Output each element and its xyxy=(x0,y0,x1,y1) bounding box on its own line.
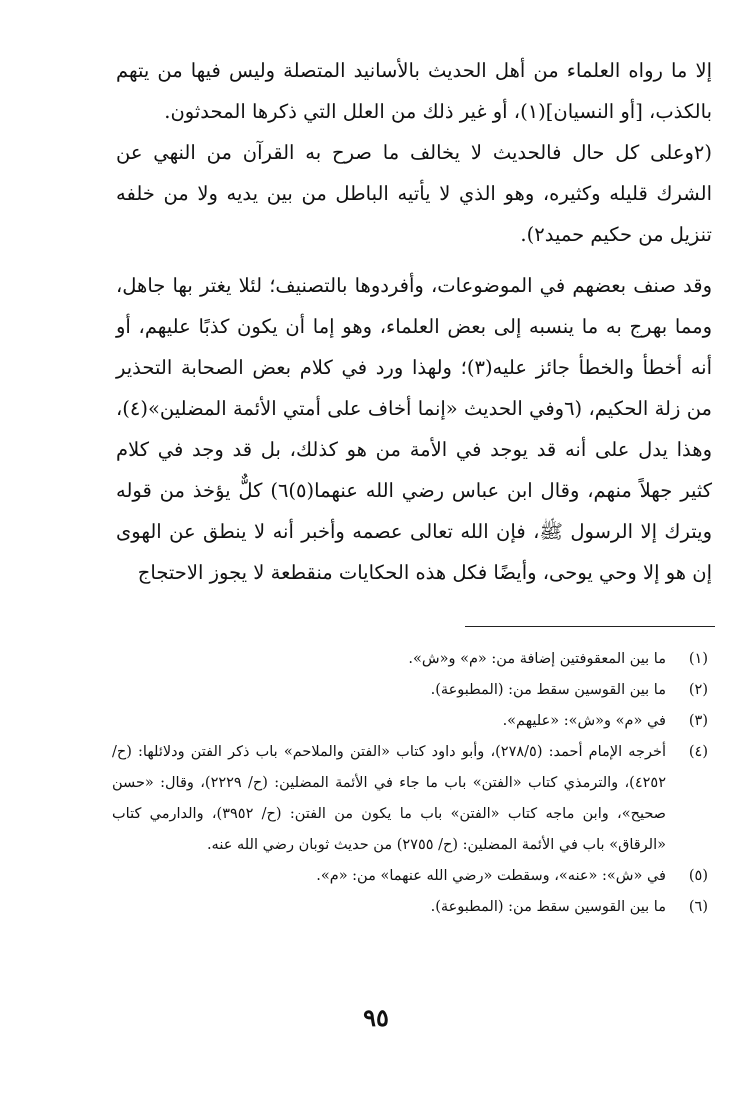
footnote-separator xyxy=(465,626,715,627)
footnote-number: (١) xyxy=(688,651,708,667)
main-text xyxy=(116,50,712,593)
footnote-text: أخرجه الإمام أحمد: (٢٧٨/٥)، وأبو داود كتاب «الفتن والملاحم» باب ذكر الفتن ودلائلها: (ح/ ٤٢٥٢)، والترمذي كتاب «الفتن» باب ما جاء في الأئمة المضلين: (ح/ ٢٢٢٩)، وقال: «حسن صحيح»، وابن ماجه كتاب «الفتن» باب ما يكون من الفتن: (ح/ ٣٩٥٢)، والدارمي كتاب «الرقاق» باب في الأئمة المضلين: (ح/ ٢٧٥٥) من حديث ثوبان رضي الله عنه. xyxy=(112,744,666,853)
footnote-text: في «م» و«ش»: «عليهم». xyxy=(502,713,666,729)
footnote-text: ما بين المعقوفتين إضافة من: «م» و«ش». xyxy=(408,651,666,667)
footnote xyxy=(112,675,712,706)
footnote xyxy=(112,737,712,861)
footnotes-list xyxy=(112,644,712,923)
page-number: ٩٥ xyxy=(363,1003,389,1032)
footnote xyxy=(112,644,712,675)
paragraph: (٢وعلى كل حال فالحديث لا يخالف ما صرح به القرآن من النهي عن الشرك قليله وكثيره، وهو الذي لا يأتيه الباطل من بين يديه ولا من خلفه تنزيل من حكيم حميد٢). xyxy=(116,141,712,246)
footnote xyxy=(112,861,712,892)
footnote-text: ما بين القوسين سقط من: (المطبوعة). xyxy=(430,899,666,915)
footnote-number: (٥) xyxy=(688,868,708,884)
footnote-number: (٣) xyxy=(688,713,708,729)
footnote-text: ما بين القوسين سقط من: (المطبوعة). xyxy=(430,682,666,698)
footnote-number: (٦) xyxy=(688,899,708,915)
footnote-number: (٤) xyxy=(688,744,708,760)
paragraph: إلا ما رواه العلماء من أهل الحديث بالأسانيد المتصلة وليس فيها من يتهم بالكذب، [أو النسيان](١)، أو غير ذلك من العلل التي ذكرها المحدثون. xyxy=(116,59,712,123)
footnote xyxy=(112,892,712,923)
footnote-number: (٢) xyxy=(688,682,708,698)
paragraph: وقد صنف بعضهم في الموضوعات، وأفردوها بالتصنيف؛ لئلا يغتر بها جاهل، ومما بهرج به ما ينسبه إلى بعض العلماء، وهو إما أن يكون كذبًا عليهم، أو أنه أخطأ والخطأ جائز عليه(٣)؛ ولهذا ورد في كلام بعض الصحابة التحذير من زلة الحكيم، (٦وفي الحديث «إنما أخاف على أمتي الأئمة المضلين»(٤)، وهذا يدل على أنه قد يوجد في الأمة من هو كذلك، بل قد وجد في كلام كثير جهلاً منهم، وقال ابن عباس رضي الله عنهما(٥)٦) كلٌّ يؤخذ من قوله ويترك إلا الرسول ﷺ، فإن الله تعالى عصمه وأخبر أنه لا ينطق عن الهوى إن هو إلا وحي يوحى، وأيضًا فكل هذه الحكايات منقطعة لا يجوز الاحتجاج xyxy=(116,274,713,584)
footnote xyxy=(112,706,712,737)
footnote-text: في «ش»: «عنه»، وسقطت «رضي الله عنهما» من: «م». xyxy=(316,868,666,884)
